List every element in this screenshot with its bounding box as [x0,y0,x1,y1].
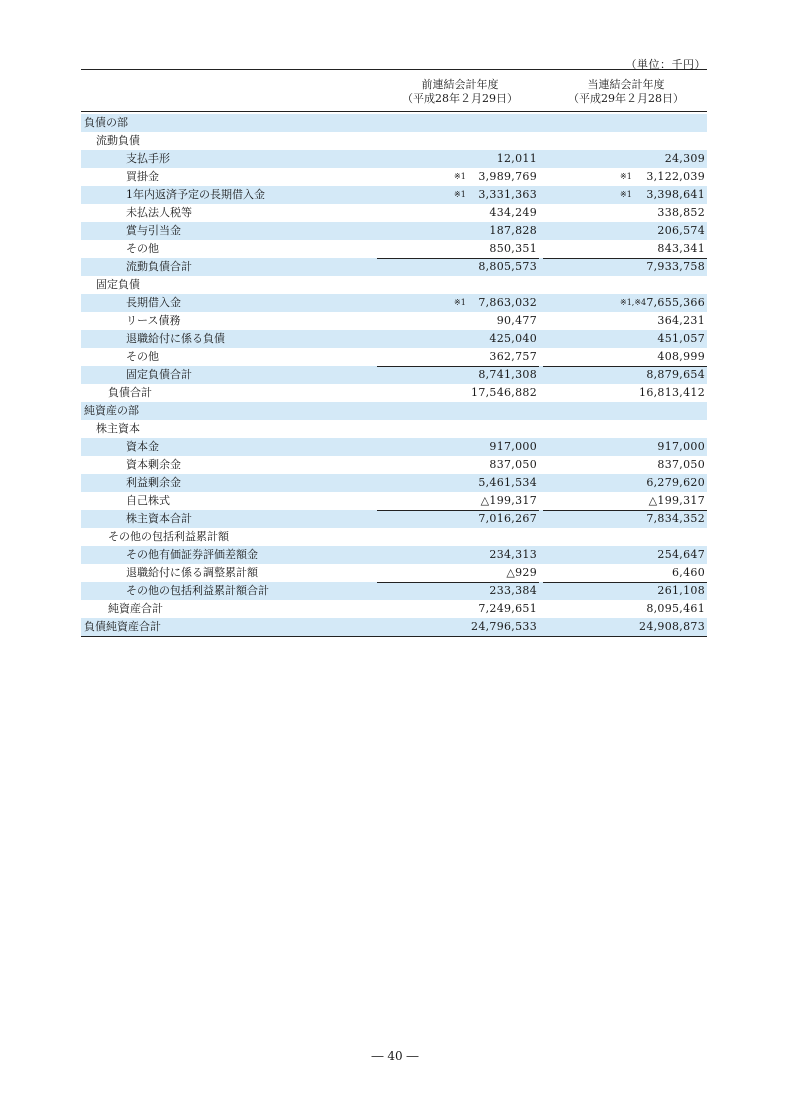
table-row [81,168,707,186]
table-row [81,258,707,276]
row-label: 賞与引当金 [126,224,181,237]
value-prev: 8,741,308 [478,368,537,381]
value-curr: 7,834,352 [646,512,705,525]
unit-label: （単位：千円） [625,58,706,71]
note-curr: ※1 [620,190,632,199]
table-row [81,186,707,204]
value-curr: 8,879,654 [646,368,705,381]
value-prev: 850,351 [489,242,537,255]
column-header-curr-title: 当連結会計年度 [587,78,665,91]
value-prev: 3,331,363 [478,188,537,201]
table-row [81,600,707,618]
table-row [81,564,707,582]
value-curr: 3,122,039 [646,170,705,183]
row-label: その他 [126,242,159,255]
value-prev: 7,863,032 [478,296,537,309]
value-prev: 12,011 [496,152,537,165]
value-prev: 7,016,267 [478,512,537,525]
value-prev: 8,805,573 [478,260,537,273]
value-curr: 206,574 [657,224,705,237]
row-label: 流動負債 [96,134,140,147]
value-prev: 234,313 [489,548,537,561]
value-curr: 917,000 [657,440,705,453]
note-prev: ※1 [454,190,466,199]
balance-sheet-table [81,114,707,637]
row-label: 株主資本 [96,422,140,435]
table-row [81,222,707,240]
column-header-prev-title: 前連結会計年度 [421,78,499,91]
value-prev: 90,477 [496,314,537,327]
value-prev: 24,796,533 [471,620,537,633]
row-label: 株主資本合計 [126,512,192,525]
value-prev: 837,050 [489,458,537,471]
note-prev: ※1 [454,298,466,307]
row-label: 純資産合計 [108,602,163,615]
value-prev: △929 [506,566,537,579]
row-label: 流動負債合計 [126,260,192,273]
value-prev: 233,384 [489,584,537,597]
table-row [81,618,707,637]
column-header-curr [541,78,711,106]
table-row [81,384,707,402]
row-label: 資本金 [126,440,159,453]
table-row [81,474,707,492]
row-label: 利益剰余金 [126,476,181,489]
row-label: 長期借入金 [126,296,181,309]
value-curr: 837,050 [657,458,705,471]
value-curr: 338,852 [657,206,705,219]
row-label: 支払手形 [126,152,170,165]
value-prev: △199,317 [480,494,537,507]
value-prev: 362,757 [489,350,537,363]
value-curr: 451,057 [657,332,705,345]
value-curr: 16,813,412 [639,386,705,399]
row-label: 1年内返済予定の長期借入金 [126,188,265,201]
value-prev: 7,249,651 [478,602,537,615]
table-row [81,132,707,150]
table-row [81,420,707,438]
column-header-prev [375,78,545,106]
row-label: その他 [126,350,159,363]
row-label: 買掛金 [126,170,159,183]
table-row [81,510,707,528]
row-label: 固定負債合計 [126,368,192,381]
row-label: リース債務 [126,314,181,327]
note-curr: ※1 [620,172,632,181]
value-prev: 434,249 [489,206,537,219]
value-curr: 7,933,758 [646,260,705,273]
row-label: 負債合計 [108,386,152,399]
value-curr: 24,908,873 [639,620,705,633]
value-curr: 24,309 [664,152,705,165]
table-row [81,240,707,258]
note-prev: ※1 [454,172,466,181]
table-row [81,312,707,330]
table-row [81,528,707,546]
value-curr: 6,279,620 [646,476,705,489]
table-row [81,276,707,294]
column-header-curr-date: （平成29年２月28日） [568,92,684,105]
value-curr: 843,341 [657,242,705,255]
value-curr: 3,398,641 [646,188,705,201]
value-prev: 3,989,769 [478,170,537,183]
value-curr: 261,108 [657,584,705,597]
value-curr: 7,655,366 [646,296,705,309]
value-curr: 8,095,461 [646,602,705,615]
row-label: その他の包括利益累計額 [108,530,229,543]
row-label: その他の包括利益累計額合計 [126,584,269,597]
value-prev: 5,461,534 [478,476,537,489]
row-label: 自己株式 [126,494,170,507]
table-row [81,330,707,348]
value-curr: 408,999 [657,350,705,363]
top-rule [81,69,707,70]
table-row [81,456,707,474]
row-label: 固定負債 [96,278,140,291]
value-prev: 17,546,882 [471,386,537,399]
value-curr: 6,460 [672,566,705,579]
note-curr: ※1,※4 [620,298,647,307]
header-rule [81,111,707,112]
row-label: 資本剰余金 [126,458,181,471]
table-row [81,348,707,366]
page-number: ― 40 ― [371,1049,419,1063]
value-prev: 187,828 [489,224,537,237]
column-header-prev-date: （平成28年２月29日） [402,92,518,105]
row-label: 負債純資産合計 [84,620,161,633]
table-row [81,438,707,456]
table-row [81,204,707,222]
value-prev: 425,040 [489,332,537,345]
table-row [81,150,707,168]
table-row [81,546,707,564]
row-label: 純資産の部 [84,404,139,417]
row-label: 退職給付に係る調整累計額 [126,566,258,579]
row-label: 未払法人税等 [126,206,192,219]
row-label: その他有価証券評価差額金 [126,548,258,561]
value-curr: 364,231 [657,314,705,327]
table-row [81,492,707,510]
table-row [81,114,707,132]
row-label: 負債の部 [84,116,128,129]
table-row [81,366,707,384]
value-curr: 254,647 [657,548,705,561]
table-row [81,402,707,420]
table-row [81,294,707,312]
value-prev: 917,000 [489,440,537,453]
table-row [81,582,707,600]
value-curr: △199,317 [648,494,705,507]
row-label: 退職給付に係る負債 [126,332,225,345]
